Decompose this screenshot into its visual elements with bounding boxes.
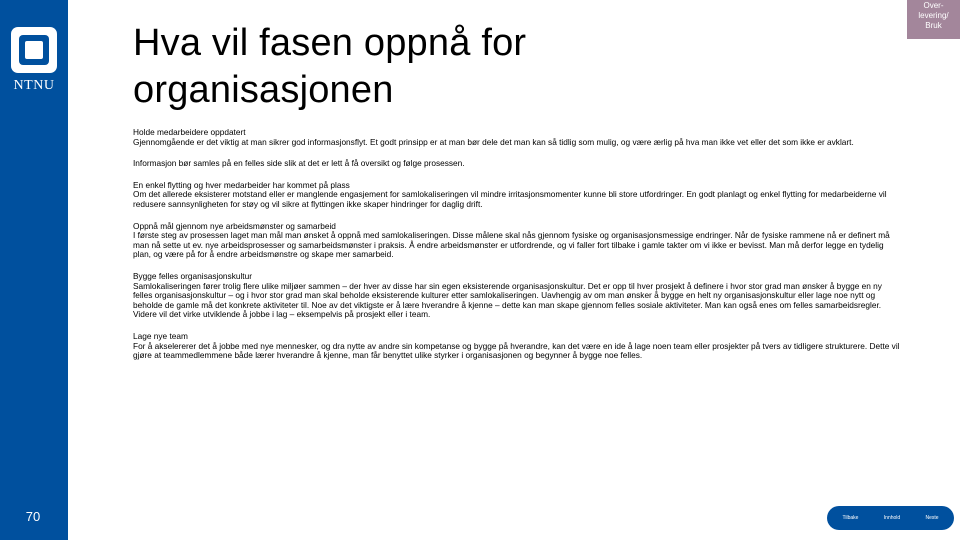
section-heading: Bygge felles organisasjonskultur bbox=[133, 270, 252, 281]
section-moving bbox=[133, 181, 901, 210]
section-heading: Lage nye team bbox=[133, 330, 188, 341]
section-heading: Oppnå mål gjennom nye arbeidsmønster og samarbeid bbox=[133, 220, 336, 231]
ntnu-logo-icon bbox=[11, 27, 57, 73]
section-heading: Holde medarbeidere oppdatert bbox=[133, 127, 246, 137]
section-body: For å akselererer det å jobbe med nye mennesker, og dra nytte av andre sin kompetanse og bygge på hverandre, kan det være en ide å lage noen team eller prosjekter på tvers av tidligere strukturere. Dette vil gjøre at teammedlemmene både lærer hverandre å kjenne, man får benyttet ulike styrker i organisasjonen og begynner å bygge noe felles. bbox=[133, 340, 900, 361]
content-body bbox=[133, 128, 901, 373]
phase-badge-line: Over- bbox=[923, 1, 944, 10]
back-button[interactable]: Tilbake bbox=[827, 506, 874, 530]
page-title-line: Hva vil fasen oppnå for bbox=[133, 22, 527, 64]
section-body: Informasjon bør samles på en felles side slik at det er lett å få oversikt og følge prosessen. bbox=[133, 158, 465, 169]
section-body: Samlokaliseringen fører trolig flere ulike miljøer sammen – der hver av disse har sin egen eksisterende organisasjonskultur. Det er opp til hver prosjekt å definere i hvor stor grad man ønsker å bygge en ny felles organisasjonskultur – og i hvor stor grad man skal beholde eksisterende kulturer etter samlokaliseringen. Uavhengig av om man ønsker å bygge en helt ny organisasjonskultur eller lage noe nytt og beholde de gamle må det konkrete aktiviteter til. Noe av det viktigste er å lære hverandre å kjenne – dette kan man skape gjennom felles sosiale aktiviteter. Man kan også enes om felles samarbeidsregler. Videre vil det virke utviklende å jobbe i lag – eksempelvis på prosjekt eller i team. bbox=[133, 280, 882, 320]
page-title bbox=[133, 20, 783, 114]
section-work-patterns bbox=[133, 222, 901, 260]
section-info-flow bbox=[133, 128, 901, 147]
section-teams bbox=[133, 332, 901, 361]
section-body: Om det allerede eksisterer motstand eller er manglende engasjement for samlokaliseringen vil mindre irritasjonsmomenter kunne bli store utfordringer. En godt planlagt og enkel flytting for medarbeiderne vil redusere sannsynligheten for støy og vil sikre at flyttingen ikke skaper hindringer for daglig drift. bbox=[133, 189, 887, 209]
page-number: 70 bbox=[25, 509, 41, 524]
sidebar bbox=[0, 0, 68, 540]
logo-text: NTNU bbox=[13, 78, 55, 93]
phase-badge-line: Bruk bbox=[925, 21, 942, 30]
phase-badge-line: levering/ bbox=[918, 11, 949, 20]
section-body: Gjennomgående er det viktig at man sikrer god informasjonsflyt. Et godt prinsipp er at man bør dele det man kan så tidlig som mulig, og være ærlig på hva man ikke vet eller det som ikke er avklart. bbox=[133, 136, 854, 147]
next-button[interactable]: Neste bbox=[910, 506, 954, 530]
phase-badge[interactable] bbox=[907, 0, 960, 39]
section-shared-page bbox=[133, 159, 901, 169]
section-heading: En enkel flytting og hver medarbeider har kommet på plass bbox=[133, 179, 350, 190]
contents-button[interactable]: Innhold bbox=[874, 506, 910, 530]
page-title-line: organisasjonen bbox=[133, 69, 394, 111]
section-culture bbox=[133, 272, 901, 320]
section-body: I første steg av prosessen laget man mål man ønsket å oppnå med samlokaliseringen. Disse målene skal nås gjennom fysiske og organisasjonsmessige endringer. Når de fysiske rammene nå er definert må man nå sette ut ev. nye arbeidsprosesser og samarbeidsmønster i praksis. Å endre arbeidsmønster er utfordrende, og vi faller fort tilbake i gamle takter om vi ikke er bevisst. Man må derfor legge en tydelig plan, og være på for å endre arbeidsmønstre og skape mer samarbeid. bbox=[133, 230, 890, 260]
